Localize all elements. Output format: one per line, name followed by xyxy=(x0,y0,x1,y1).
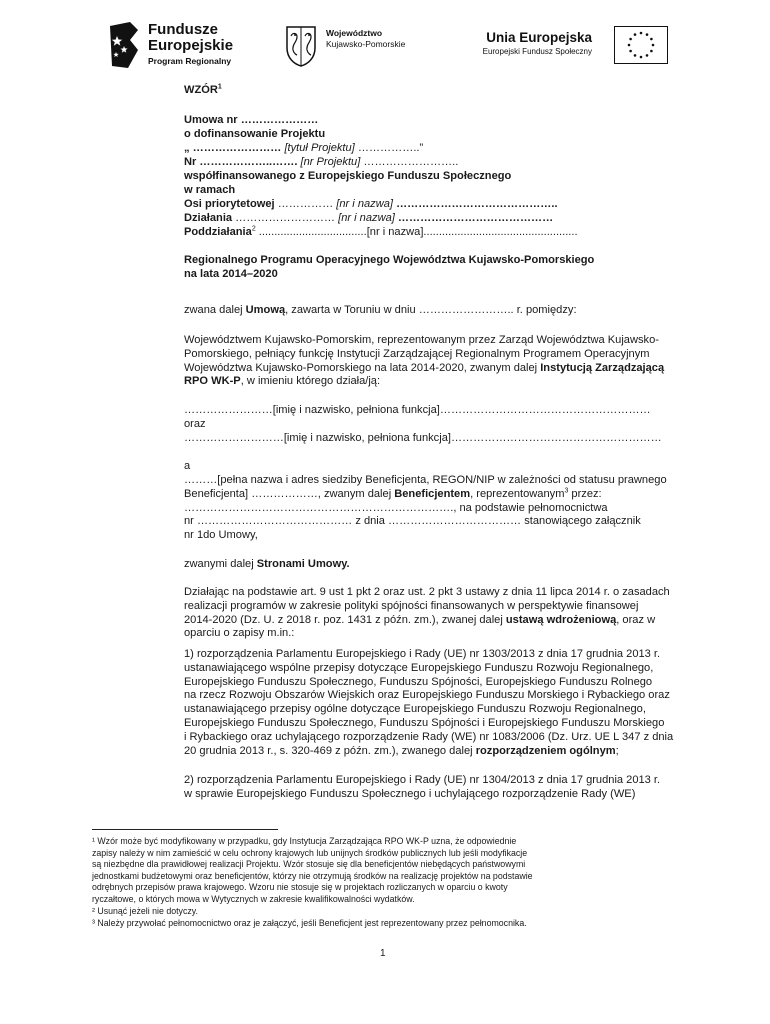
fe-logo-line3: Program Regionalny xyxy=(148,56,232,66)
coat-of-arms-icon xyxy=(284,24,318,68)
eu-logo-subtitle: Europejski Fundusz Społeczny xyxy=(482,47,592,56)
os-priorytetowa-line: Osi priorytetowej …………… [nr i nazwa] …………………………………….. xyxy=(184,198,558,210)
umowa-number: Umowa nr ………………… xyxy=(184,114,319,126)
fe-stars-icon xyxy=(108,20,142,70)
zwana-dalej-line: zwana dalej Umową, zawarta w Toruniu w dniu …………………….. r. pomiędzy: xyxy=(184,304,577,316)
beneficjent-paragraph: ………[pełna nazwa i adres siedziby Beneficjenta, REGON/NIP w zależności od statusu prawnego Beneficjenta] ………………, zwanym dalej Beneficjentem, reprezentowanym$^3$ przez: ………………………………………………………………., na podstawie pełnomocnictwa nr …………………………………… z dnia ……………………………… stanowiącego załącznik nr 1do Umowy, xyxy=(184,474,667,542)
dzialanie-line: Działania ……………………… [nr i nazwa] …………………………………… xyxy=(184,212,554,224)
project-title-line: „ …………………… [tytuł Projektu] ……………..” xyxy=(184,142,424,154)
kp-logo-line1: Województwo xyxy=(326,28,383,38)
page-number: 1 xyxy=(380,948,386,959)
fe-logo-line1: Fundusze xyxy=(148,21,218,38)
oraz-text: oraz xyxy=(184,418,206,430)
a-text: a xyxy=(184,460,191,472)
logo-bar xyxy=(0,18,770,78)
wojewodztwo-paragraph: Województwem Kujawsko-Pomorskim, reprezentowanym przez Zarząd Województwa Kujawsko- Pomorskiego, pełniący funkcję Instytucji Zarządzającej Regionalnym Programem Operacyjnym Województwa Kujawsko-Pomorskiego na lata 2014-2020, zwanym dalej Instytucją Zarządzającą RPO WK-P, w imieniu którego działa/ją: xyxy=(184,334,665,388)
eu-flag-icon xyxy=(614,26,668,64)
footnote-3: ³ Należy przywołać pełnomocnictwo oraz je załączyć, jeśli Beneficjent jest reprezentowany przez pełnomocnika. xyxy=(92,918,527,928)
footnote-separator xyxy=(92,829,278,830)
footnote-2: ² Usunąć jeżeli nie dotyczy. xyxy=(92,906,198,916)
signatory-2-line: ………………………[imię i nazwisko, pełniona funkcja]………………………………………………… xyxy=(184,432,662,444)
wspolfinansowanego: współfinansowanego z Europejskiego Funduszu Społecznego xyxy=(184,170,512,182)
dzialajac-paragraph: Działając na podstawie art. 9 ust 1 pkt 2 oraz ust. 2 pkt 3 ustawy z dnia 11 lipca 2014 r. o zasadach realizacji programów w zakresie polityki spójności finansowanych w perspektywie finansowej 2014-2020 (Dz. U. z 2018 r. poz. 1431 z późn. zm.), zwanej dalej ustawą wdrożeniową, oraz w oparciu o zapisy m.in.: xyxy=(184,586,670,640)
signatory-1-line: ……………………[imię i nazwisko, pełniona funkcja]………………………………………………… xyxy=(184,404,651,416)
o-dofinansowanie: o dofinansowanie Projektu xyxy=(184,128,326,140)
regulation-1-paragraph: 1) rozporządzenia Parlamentu Europejskiego i Rady (UE) nr 1303/2013 z dnia 17 grudnia 2013 r. ustanawiającego wspólne przepisy dotyczące Europejskiego Funduszu Rozwoju Regionalnego, Europejskiego Funduszu Społecznego, Funduszu Spójności, Europejskiego Funduszu Rolnego na rzecz Rozwoju Obszarów Wiejskich oraz Europejskiego Funduszu Morskiego i Rybackiego oraz ustanawiającego przepisy ogólne dotyczące Europejskiego Funduszu Rozwoju Regionalnego, Europejskiego Funduszu Społecznego, Funduszu Spójności i Europejskiego Funduszu Morskiego i Rybackiego oraz uchylającego rozporządzenie Rady (WE) nr 1083/2006 (Dz. Urz. UE L 347 z dnia 20 grudnia 2013 r., s. 320-469 z późn. zm.), zwanego dalej rozporządzeniem ogólnym; xyxy=(184,648,674,757)
fundusze-europejskie-logo xyxy=(108,18,278,74)
strony-umowy-line: zwanymi dalej Stronami Umowy. xyxy=(184,558,350,570)
rpo-title-line1: Regionalnego Programu Operacyjnego Województwa Kujawsko-Pomorskiego xyxy=(184,254,595,266)
footnote-1: ¹ Wzór może być modyfikowany w przypadku, gdy Instytucja Zarządzająca RPO WK-P uzna, że odpowiednie zapisy należy w nim zamieścić w celu ochrony krajowych lub unijnych środków publicznych lub jeśli modyfikacje są niezbędne dla prawidłowej realizacji Projektu. Wzór stosuje się dla beneficjentów niebędących państwowymi jednostkami budżetowymi oraz beneficjentów, którzy nie otrzymują środków na realizację projektów na podstawie odrębnych przepisów prawa krajowego. Wzoru nie stosuje się w projektach rozliczanych w oparciu o kwoty ryczałtowe, o których mowa w Wytycznych w zakresie kwalifikowalności wydatków. xyxy=(92,836,533,904)
kujawsko-pomorskie-logo xyxy=(284,24,444,70)
rpo-title-line2: na lata 2014–2020 xyxy=(184,268,278,280)
kp-logo-line2: Kujawsko-Pomorskie xyxy=(326,39,406,49)
regulation-2-paragraph: 2) rozporządzenia Parlamentu Europejskiego i Rady (UE) nr 1304/2013 z dnia 17 grudnia 2013 r. w sprawie Europejskiego Funduszu Społecznego i uchylającego rozporządzenie Rady (WE) xyxy=(184,774,661,800)
eu-logo-text xyxy=(456,30,592,58)
wzor-heading: WZÓR$^1$ xyxy=(184,83,222,96)
project-number-line: Nr ………………..……. [nr Projektu] …………………….. xyxy=(184,156,459,168)
fe-logo-line2: Europejskie xyxy=(148,37,234,54)
w-ramach: w ramach xyxy=(184,184,236,196)
eu-logo-title: Unia Europejska xyxy=(486,30,592,45)
poddzialanie-line: Poddziałania$^2$ ...................................[nr i nazwa].................................................. xyxy=(184,225,578,238)
